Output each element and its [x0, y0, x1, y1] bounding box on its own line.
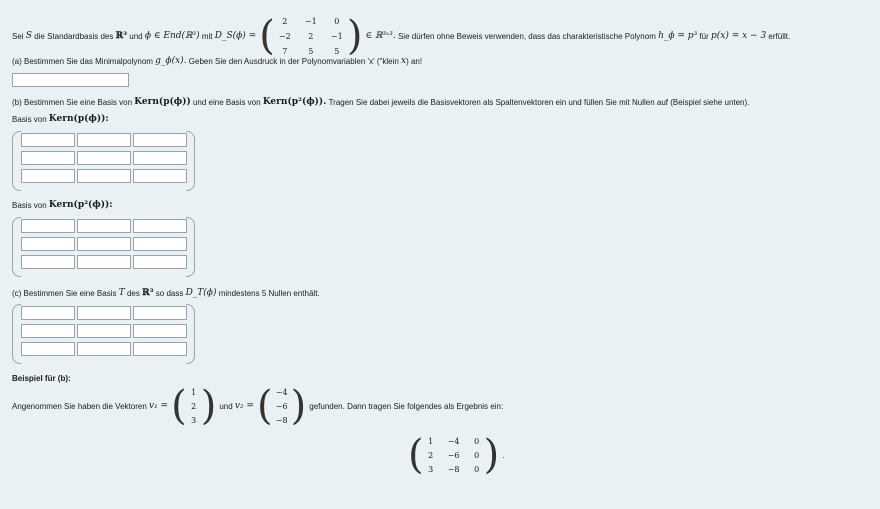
- matrix-cell-input[interactable]: [133, 255, 187, 269]
- label-prefix: Basis von: [12, 200, 47, 210]
- matrix-cell-input[interactable]: [77, 255, 131, 269]
- matrix-entry: 5: [308, 46, 314, 56]
- char-poly: h_ϕ = p³: [658, 31, 698, 41]
- part-a-text-2: Geben Sie den Ausdruck in der Polynomvariablen 'x' ("klein: [188, 56, 399, 66]
- example-text-2: und: [219, 401, 233, 411]
- matrix-entry: −1: [304, 16, 317, 26]
- part-b-text-1: (b) Bestimmen Sie eine Basis von: [12, 97, 133, 107]
- vector-entry: −8: [275, 415, 288, 425]
- r3-symbol: ℝ³: [142, 288, 154, 298]
- matrix-cell-input[interactable]: [21, 219, 75, 233]
- minimal-polynomial-symbol: g_ϕ(x).: [155, 56, 187, 66]
- result-matrix: ( 1 −4 0 2 −6 0 3 −8 0 ): [408, 432, 500, 478]
- v1-vector: ( 1 2 3 ): [171, 383, 217, 429]
- left-bracket: [12, 131, 21, 191]
- matrix-cell-input[interactable]: [21, 342, 75, 356]
- part-c-text-2: des: [126, 288, 140, 298]
- vector-entry: −4: [275, 387, 288, 397]
- matrix-cell-input[interactable]: [21, 169, 75, 183]
- matrix-cell-input[interactable]: [133, 151, 187, 165]
- matrix-entry: 0: [474, 436, 480, 446]
- kern-p2-symbol: Kern(p²(ϕ)).: [262, 97, 327, 107]
- example-result: [405, 432, 505, 478]
- part-c-text-1: (c) Bestimmen Sie eine Basis: [12, 288, 117, 298]
- matrix-entry: −4: [447, 436, 460, 446]
- matrix-entry: 1: [428, 436, 434, 446]
- matrix-entry: 0: [334, 16, 340, 26]
- matrix-cell-input[interactable]: [77, 169, 131, 183]
- matrix-cell-input[interactable]: [21, 255, 75, 269]
- kern-p-matrix-input: [12, 131, 195, 191]
- right-bracket: [186, 217, 195, 277]
- matrix-entry: −2: [278, 31, 291, 41]
- matrix-cell-input[interactable]: [77, 342, 131, 356]
- part-b-text-2: und eine Basis von: [192, 97, 261, 107]
- matrix-cell-input[interactable]: [21, 306, 75, 320]
- part-c-text-4: mindestens 5 Nullen enthält.: [218, 288, 320, 298]
- matrix-cell-input[interactable]: [77, 324, 131, 338]
- matrix-cell-input[interactable]: [133, 133, 187, 147]
- part-c-prompt: [12, 288, 320, 298]
- basis-kern-p2-label: [12, 200, 113, 210]
- matrix-entry: 2: [308, 31, 314, 41]
- basis-symbol: S: [25, 31, 32, 41]
- intro-text-4: mit: [201, 31, 213, 41]
- part-b-prompt: [12, 97, 749, 107]
- matrix-cell-input[interactable]: [77, 306, 131, 320]
- example-text-1: Angenommen Sie haben die Vektoren: [12, 401, 147, 411]
- example-statement: [12, 383, 504, 429]
- ds-phi-label: D_S(ϕ) =: [214, 31, 257, 41]
- matrix-cell-input[interactable]: [21, 133, 75, 147]
- matrix-entry: −8: [447, 464, 460, 474]
- label-math: Kern(p²(ϕ)):: [48, 200, 113, 210]
- problem-statement: [12, 13, 791, 59]
- minimal-polynomial-input[interactable]: [12, 73, 129, 87]
- r33-symbol: ∈ ℝ³ˣ³.: [365, 31, 396, 41]
- matrix-entry: 2: [428, 450, 434, 460]
- matrix-cell-input[interactable]: [21, 324, 75, 338]
- result-period: .: [502, 450, 505, 460]
- label-prefix: Basis von: [12, 114, 47, 124]
- matrix-cell-input[interactable]: [21, 237, 75, 251]
- matrix-cell-input[interactable]: [77, 151, 131, 165]
- r3-symbol: ℝ³: [115, 31, 128, 41]
- matrix-entry: 3: [428, 464, 434, 474]
- v2-vector: ( −4 −6 −8 ): [257, 383, 307, 429]
- matrix-entry: −1: [330, 31, 343, 41]
- intro-text-7: erfüllt.: [768, 31, 791, 41]
- left-bracket: [12, 217, 21, 277]
- example-text-3: gefunden. Dann tragen Sie folgendes als Ergebnis ein:: [309, 401, 504, 411]
- phi-endomorphism: ϕ ∈ End(ℝ³): [144, 31, 200, 41]
- dt-phi-symbol: D_T(ϕ): [185, 288, 217, 298]
- right-bracket: [186, 131, 195, 191]
- matrix-cell-input[interactable]: [77, 219, 131, 233]
- matrix-cell-input[interactable]: [77, 133, 131, 147]
- intro-text-6: für: [699, 31, 709, 41]
- matrix-cell-input[interactable]: [21, 151, 75, 165]
- basis-kern-p-label: [12, 114, 109, 124]
- kern-p2-matrix-input: [12, 217, 195, 277]
- matrix-cell-input[interactable]: [77, 237, 131, 251]
- ds-matrix: ( 2 −1 0 −2 2 −1 7 5 5 ): [259, 13, 363, 59]
- matrix-entry: 7: [282, 46, 288, 56]
- intro-text-5: Sie dürfen ohne Beweis verwenden, dass das charakteristische Polynom: [397, 31, 656, 41]
- matrix-cell-input[interactable]: [133, 306, 187, 320]
- intro-text-1: Sei: [12, 31, 24, 41]
- right-bracket: [186, 304, 195, 364]
- part-a-text-3: ) an!: [406, 56, 423, 66]
- intro-text-3: und: [129, 31, 143, 41]
- matrix-entry: 2: [282, 16, 288, 26]
- basis-t-symbol: T: [118, 288, 125, 298]
- matrix-entry: 5: [334, 46, 340, 56]
- matrix-entry: −6: [447, 450, 460, 460]
- kern-p-symbol: Kern(p(ϕ)): [134, 97, 191, 107]
- p-definition: p(x) = x − 3: [711, 31, 767, 41]
- matrix-cell-input[interactable]: [133, 219, 187, 233]
- vector-entry: −6: [275, 401, 288, 411]
- vector-entry: 2: [191, 401, 197, 411]
- v2-label: v₂ =: [234, 401, 255, 411]
- ds-matrix-grid: [275, 17, 347, 56]
- matrix-cell-input[interactable]: [133, 237, 187, 251]
- matrix-cell-input[interactable]: [133, 342, 187, 356]
- intro-text-2: die Standardbasis des: [34, 31, 114, 41]
- basis-t-matrix-input: [12, 304, 195, 364]
- matrix-cell-input[interactable]: [133, 324, 187, 338]
- part-a-prompt: [12, 56, 422, 66]
- label-math: Kern(p(ϕ)):: [48, 114, 109, 124]
- part-b-text-3: Tragen Sie dabei jeweils die Basisvektoren als Spaltenvektoren ein und füllen Sie mit Nullen auf (Beispiel siehe unten).: [328, 97, 750, 107]
- part-a-text-1: (a) Bestimmen Sie das Minimalpolynom: [12, 56, 153, 66]
- vector-entry: 3: [191, 415, 197, 425]
- example-heading: Beispiel für (b):: [12, 374, 71, 383]
- vector-entry: 1: [191, 387, 197, 397]
- left-bracket: [12, 304, 21, 364]
- part-c-text-3: so dass: [155, 288, 184, 298]
- v1-label: v₁ =: [149, 401, 169, 411]
- x-symbol: x: [401, 56, 407, 66]
- matrix-entry: 0: [474, 450, 480, 460]
- matrix-cell-input[interactable]: [133, 169, 187, 183]
- matrix-entry: 0: [474, 464, 480, 474]
